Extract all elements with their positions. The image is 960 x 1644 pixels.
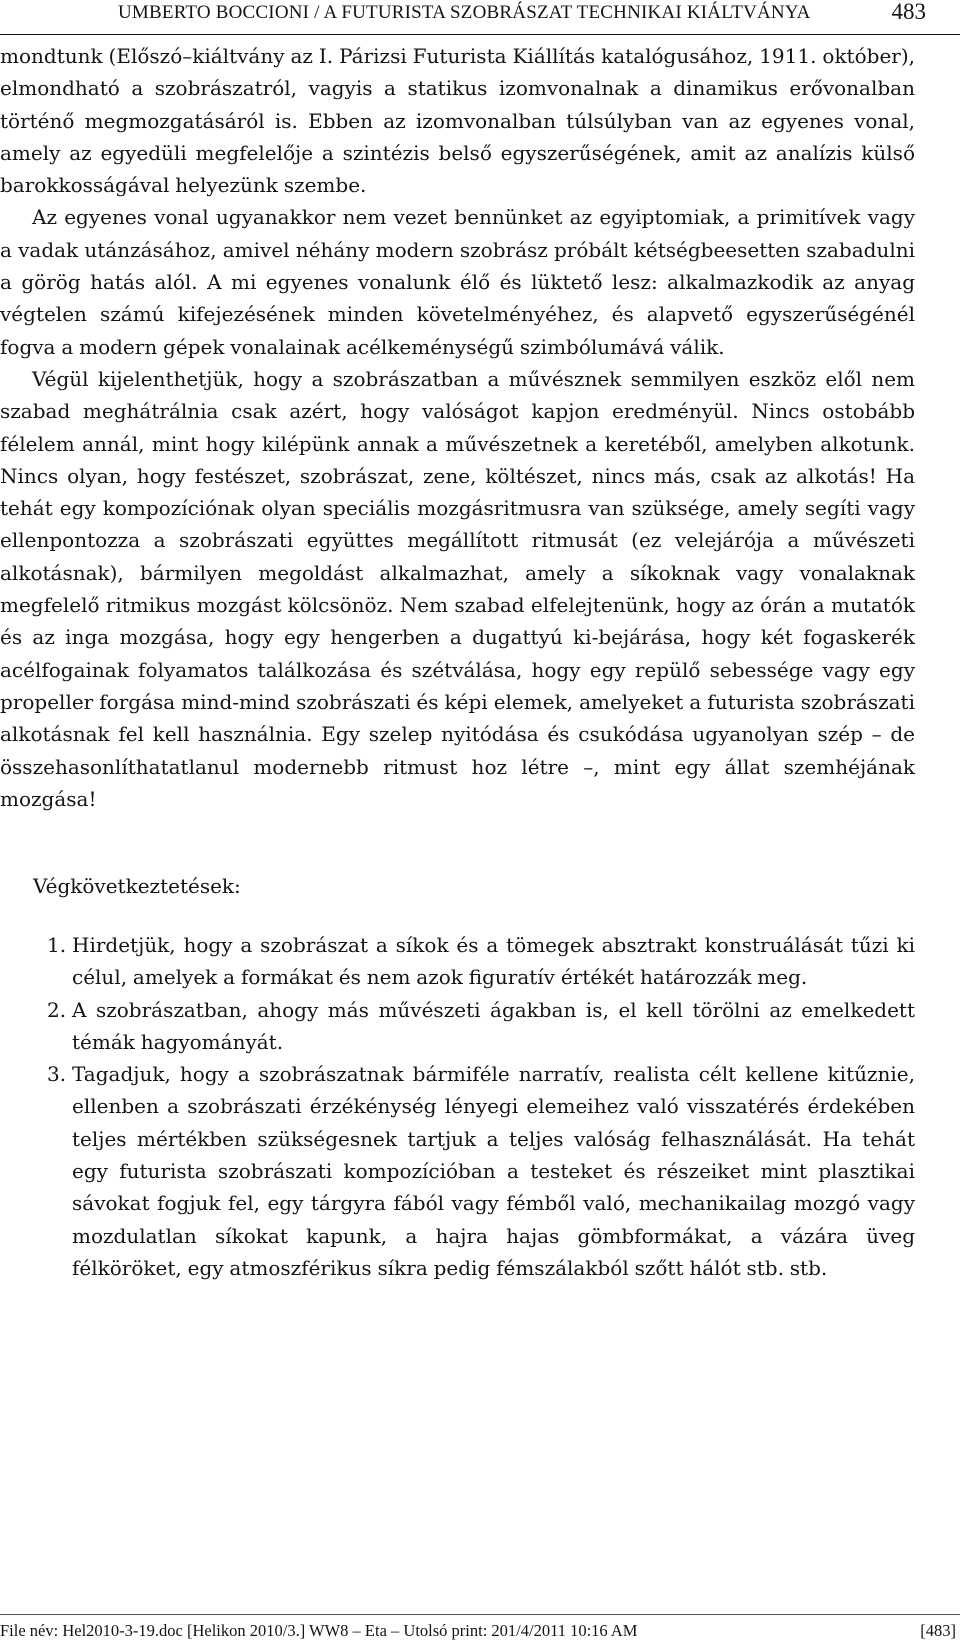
footer-page-mark: [483] bbox=[920, 1621, 956, 1640]
running-header-title: UMBERTO BOCCIONI / A FUTURISTA SZOBRÁSZAT TECHNIKAI KIÁLTVÁNYA bbox=[118, 2, 811, 23]
list-item bbox=[0, 994, 915, 1059]
list-item-number: 2. bbox=[47, 997, 67, 1022]
list-item bbox=[0, 929, 915, 994]
conclusions-list bbox=[0, 929, 915, 1284]
list-item-number: 1. bbox=[47, 933, 67, 957]
list-item bbox=[0, 1058, 915, 1284]
running-header bbox=[0, 0, 960, 35]
conclusions-heading: Végkövetkeztetések: bbox=[33, 874, 241, 898]
file-info: File név: Hel2010-3-19.doc [Helikon 2010/3.] WW8 – Eta – Utolsó print: 201/4/2011 10:16 AM bbox=[0, 1621, 638, 1640]
list-item-text: Tagadjuk, hogy a szobrászatnak bármiféle narratív, realista célt kellene kitűznie, ellenben a szobrászati érzékénység lényegi elemeihez való visszatérés érdekében teljes mértékben szükségesnek tartjuk a teljes valóság felhasználását. Ha tehát egy futurista szobrászati kompozícióban a testeket és részeiket mint plasztikai sávokat fogjuk fel, egy tárgyra fából vagy fémből való, mechanikailag mozgó vagy mozdulatlan síkokat kapunk, a hajra hajas gömbformákat, a vázára üveg félköröket, egy atmoszférikus síkra pedig fémszálakból szőtt hálót stb. stb. bbox=[72, 1062, 915, 1280]
list-item-number: 3. bbox=[47, 1062, 67, 1087]
list-item-text: Hirdetjük, hogy a szobrászat a síkok és a tömegek absztrakt konstruálását tűzi ki célul, amelyek a formákat és nem azok figuratív értékét határozzák meg. bbox=[72, 933, 915, 990]
paragraph: Végül kijelenthetjük, hogy a szobrászatban a művésznek semmilyen eszköz elől nem szabad meghátrálnia csak azért, hogy valóságot kapjon eredményül. Nincs ostobább félelem annál, mint hogy kilépünk annak a művészetnek a keretéből, amelyben alkotunk. Nincs olyan, hogy festészet, szobrászat, zene, költészet, nincs más, csak az alkotás! Ha tehát egy kompozíciónak olyan speciális mozgásritmusra van szüksége, amely segíti vagy ellenpontozza a szobrászati együttes megállított ritmusát (ez velejárója a művészeti alkotásnak), bármilyen megoldást alkalmazhat, amely a síkoknak vagy vonalaknak megfelelő ritmikus mozgást kölcsönöz. Nem szabad elfelejtenünk, hogy az órán a mutatók és az inga mozgása, hogy egy hengerben a dugattyú ki-bejárása, hogy két fogaskerék acélfogainak folyamatos találkozása és szétválása, hogy egy repülő sebessége vagy egy propeller forgása mind-mind szobrászati és képi elemek, amelyeket a futurista szobrászati alkotásnak fel kell használnia. Egy szelep nyitódása és csukódása ugyanolyan szép – de összehasonlíthatatlanul modernebb ritmust hoz létre –, mint egy állat szemhéjának mozgása! bbox=[0, 366, 915, 811]
list-item-text: A szobrászatban, ahogy más művészeti ágakban is, el kell törölni az emelkedett témák hagyományát. bbox=[72, 997, 915, 1054]
page-number: 483 bbox=[891, 0, 926, 24]
article-body bbox=[0, 40, 915, 815]
page-footer bbox=[0, 1614, 960, 1643]
paragraph: mondtunk (Előszó–kiáltvány az I. Párizsi Futurista Kiállítás katalógusához, 1911. október), elmondható a szobrászatról, vagyis a statikus izomvonalnak a dinamikus erővonalban történő megmozgatásáról is. Ebben az izomvonalban túlsúlyban van az egyenes vonal, amely az egyedüli megfelelője a szintézis belső egyszerűségének, amit az analízis külső barokkosságával helyezünk szembe. bbox=[0, 44, 915, 198]
paragraph: Az egyenes vonal ugyanakkor nem vezet bennünket az egyiptomiak, a primitívek vagy a vadak utánzásához, amivel néhány modern szobrász próbált kétségbeesetten szabadulni a görög hatás alól. A mi egyenes vonalunk élő és lüktető lesz: alkalmazkodik az anyag végtelen számú kifejezésének minden követelményéhez, és alapvető egyszerűségénél fogva a modern gépek vonalainak acélkeménységű szimbólumává válik. bbox=[0, 205, 915, 359]
